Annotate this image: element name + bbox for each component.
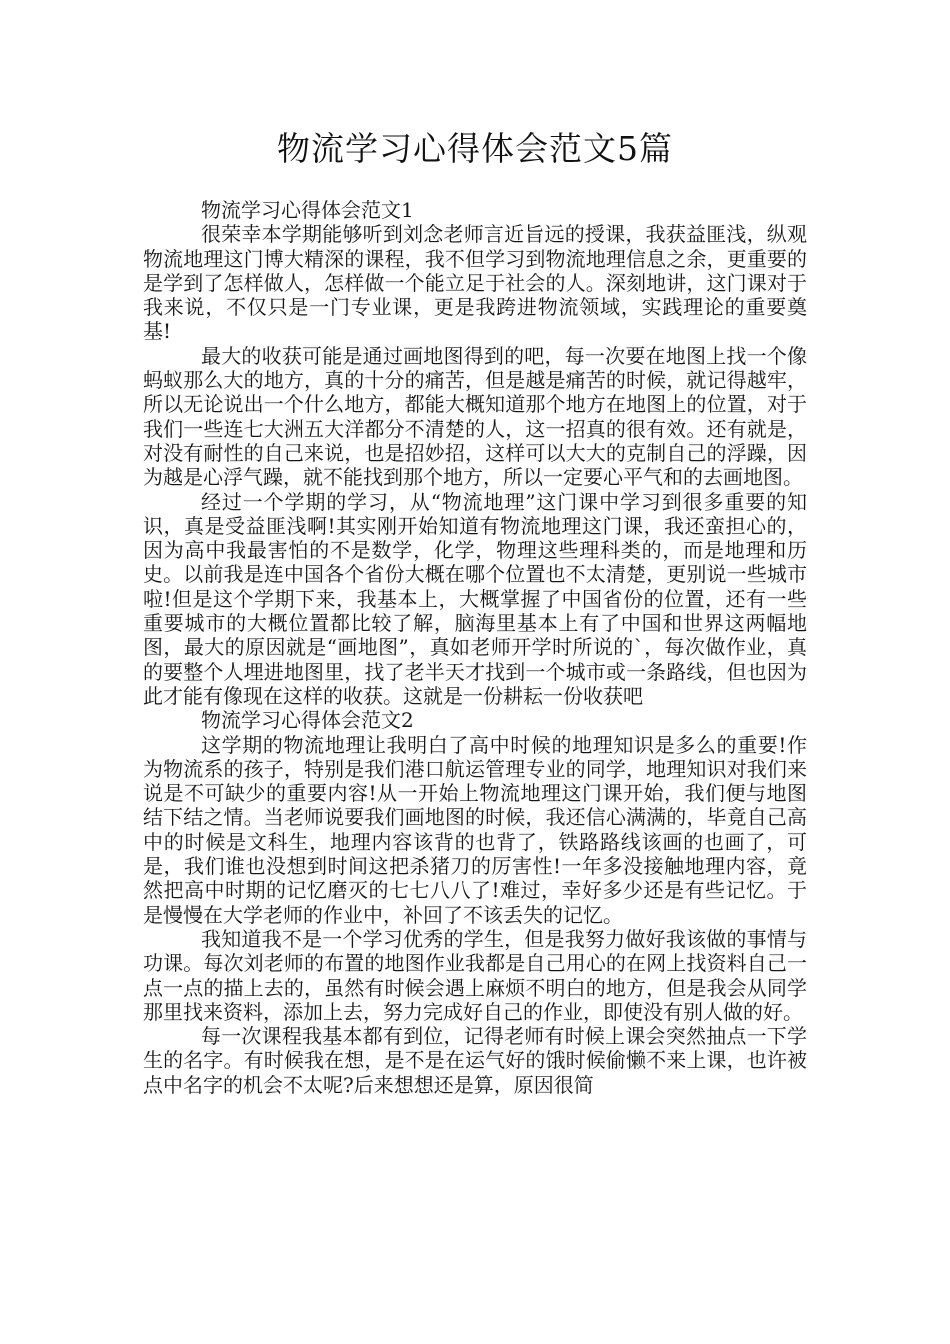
paragraph: 经过一个学期的学习，从“物流地理”这门课中学习到很多重要的知识，真是受益匪浅啊!其实刚开始知道有物流地理这门课，我还蛮担心的，因为高中我最害怕的不是数学，化学，物理这些理科类的，而是地理和历史。以前我是连中国各个省份大概在哪个位置也不太清楚，更别说一些城市啦!但是这个学期下来，我基本上，大概掌握了中国省份的位置，还有一些重要城市的大概位置都比较了解，脑海里基本上有了中国和世界这两幅地图，最大的原因就是“画地图”，真如老师开学时所说的`，每次做作业，真的要整个人埋进地图里，找了老半天才找到一个城市或一条路线，但也因为此才能有像现在这样的收获。这就是一份耕耘一份收获吧 [143, 489, 807, 708]
paragraph: 这学期的物流地理让我明白了高中时候的地理知识是多么的重要!作为物流系的孩子，特别是我们港口航运管理专业的同学，地理知识对我们来说是不可缺少的重要内容!从一开始上物流地理这门课开始，我们便与地图结下结之情。当老师说要我们画地图的时候，我还信心满满的，毕竟自己高中的时候是文科生，地理内容该背的也背了，铁路路线该画的也画了，可是，我们谁也没想到时间这把杀猪刀的厉害性!一年多没接触地理内容，竟然把高中时期的记忆磨灭的七七八八了!难过，幸好多少还是有些记忆。于是慢慢在大学老师的作业中，补回了不该丢失的记忆。 [143, 732, 807, 927]
paragraph: 我知道我不是一个学习优秀的学生，但是我努力做好我该做的事情与功课。每次刘老师的布置的地图作业我都是自己用心的在网上找资料自己一点一点的描上去的，虽然有时候会遇上麻烦不明白的地方，但是我会从同学那里找来资料，添加上去，努力完成好自己的作业，即使没有别人做的好。 [143, 926, 807, 1024]
paragraph: 最大的收获可能是通过画地图得到的吧，每一次要在地图上找一个像蚂蚁那么大的地方，真的十分的痛苦，但是越是痛苦的时候，就记得越牢，所以无论说出一个什么地方，都能大概知道那个地方在地图上的位置，对于我们一些连七大洲五大洋都分不清楚的人，这一招真的很有效。还有就是，对没有耐性的自己来说，也是招妙招，这样可以大大的克制自己的浮躁，因为越是心浮气躁，就不能找到那个地方，所以一定要心平气和的去画地图。 [143, 343, 807, 490]
paragraph: 每一次课程我基本都有到位，记得老师有时候上课会突然抽点一下学生的名字。有时候我在想，是不是在运气好的饿时候偷懒不来上课，也许被点中名字的机会不太呢?后来想想还是算，原因很简 [143, 1024, 807, 1097]
document-body [143, 198, 807, 1097]
section-heading-1: 物流学习心得体会范文1 [201, 198, 414, 222]
page-title: 物流学习心得体会范文5篇 [277, 129, 673, 168]
section-heading-2: 物流学习心得体会范文2 [201, 708, 414, 733]
paragraph: 很荣幸本学期能够听到刘念老师言近旨远的授课，我获益匪浅，纵观物流地理这门博大精深的课程，我不但学习到物流地理信息之余，更重要的是学到了怎样做人，怎样做一个能立足于社会的人。深刻地讲，这门课对于我来说，不仅只是一门专业课，更是我跨进物流领域，实践理论的重要奠基! [143, 222, 807, 344]
